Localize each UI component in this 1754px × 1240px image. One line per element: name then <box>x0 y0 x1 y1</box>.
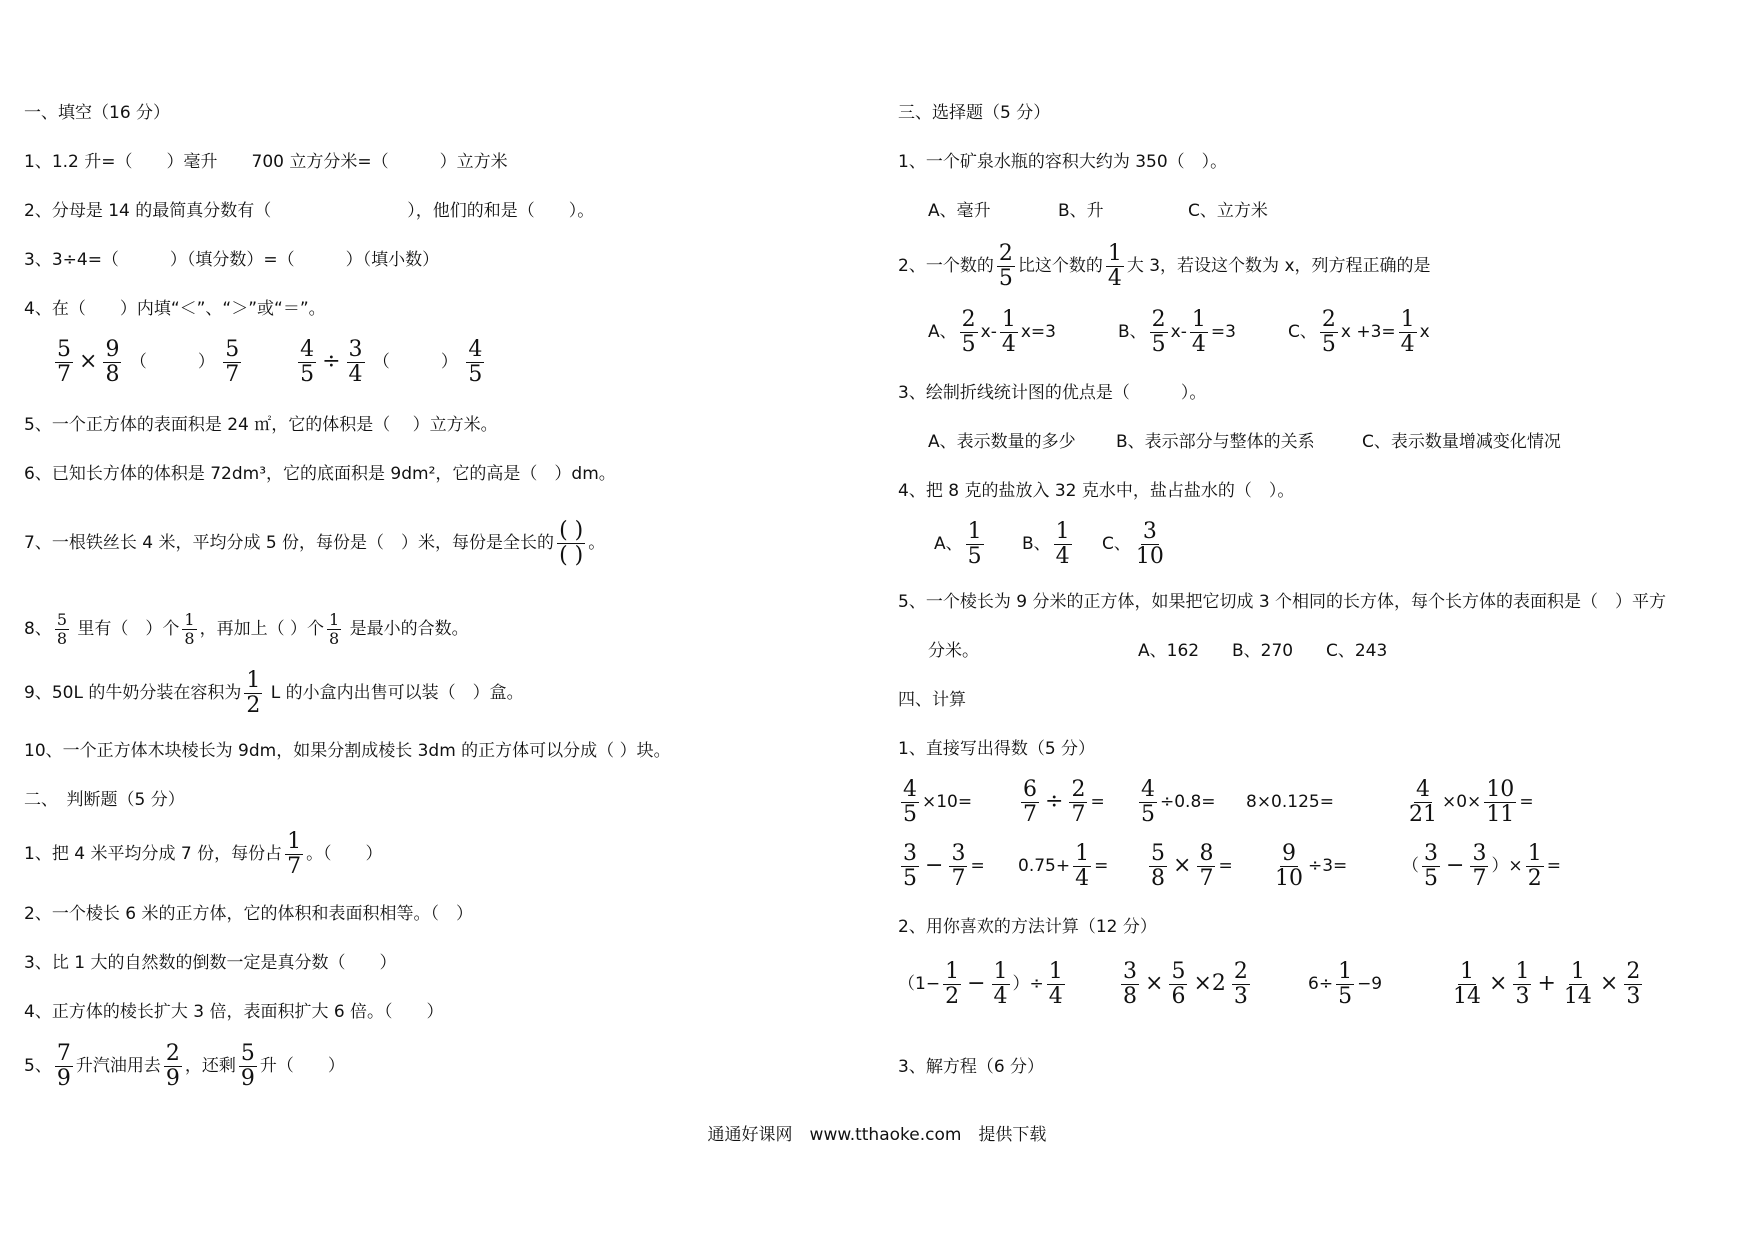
option-b: B、 $\frac{2}{5}$ x- $\frac{1}{4}$ =3 <box>1118 306 1236 357</box>
footer-source: 通通好课网 www.tthaoke.com 提供下载 <box>707 1125 1047 1145</box>
calc-1-row-1 <box>898 772 1534 832</box>
fraction: $\frac{1}{14}$ <box>1453 958 1481 1009</box>
section-1-title: 一、填空（16 分） <box>24 103 171 123</box>
choice-q1: 1、一个矿泉水瓶的容积大约为 350（ ）。 <box>898 152 1228 172</box>
fraction: $\frac{2}{5}$ <box>1151 306 1166 357</box>
fraction: $\frac{1}{4}$ <box>1400 306 1415 357</box>
fraction: $\frac{1}{2}$ <box>1527 840 1542 891</box>
option-c: C、243 <box>1326 641 1388 661</box>
fraction: $\frac{7}{9}$ <box>56 1040 71 1091</box>
fill-q9: 9、50L 的牛奶分装在容积为 $\frac{1}{2}$ L 的小盒内出售可以装（ ）盒。 <box>24 667 524 718</box>
fill-q4-comparisons: $\frac{5}{7}$ × $\frac{9}{8}$ （ ） $\frac{5}{7}$ $\frac{4}{5}$ ÷ $\frac{3}{4}$ （ ） $\frac{4}{5}$ <box>57 336 483 387</box>
option-c: C、 $\frac{2}{5}$ x +3= $\frac{1}{4}$ x <box>1288 306 1430 357</box>
fill-q8: 8、 $\frac{5}{8}$ 里有（ ）个 $\frac{1}{8}$ ，再加上（ ）个 $\frac{1}{8}$ 是最小的合数。 <box>24 609 469 648</box>
calc-item: $\frac{4}{21}$ ×0× $\frac{10}{11}$ = <box>1409 776 1534 827</box>
fraction: $\frac{2}{5}$ <box>1321 306 1336 357</box>
choice-q2: 2、一个数的 $\frac{2}{5}$ 比这个数的 $\frac{1}{4}$ 大 3，若设这个数为 x，列方程正确的是 <box>898 240 1431 291</box>
fill-q2: 2、分母是 14 的最简真分数有（ ），他们的和是（ ）。 <box>24 201 595 221</box>
choice-q3-options <box>928 431 1561 453</box>
option-b: B、表示部分与整体的关系 <box>1116 432 1315 452</box>
option-a: A、 $\frac{2}{5}$ x- $\frac{1}{4}$ x=3 <box>928 306 1056 357</box>
fraction: $\frac{5}{8}$ <box>1151 840 1165 891</box>
fraction: $\frac{4}{5}$ <box>903 776 917 827</box>
fraction: $\frac{4}{5}$ <box>468 336 483 387</box>
choice-q5: 5、一个棱长为 9 分米的正方体，如果把它切成 3 个相同的长方体，每个长方体的表面积是（ ）平方 <box>898 592 1667 612</box>
fraction: $\frac{1}{2}$ <box>945 958 960 1009</box>
choice-q2-options <box>928 306 1430 358</box>
judge-q4: 4、正方体的棱长扩大 3 倍，表面积扩大 6 倍。（ ） <box>24 1002 444 1022</box>
fraction: $\frac{1}{8}$ <box>329 609 340 648</box>
judge-q2: 2、一个棱长 6 米的正方体，它的体积和表面积相等。（ ） <box>24 904 473 924</box>
judge-q3: 3、比 1 大的自然数的倒数一定是真分数（ ） <box>24 953 397 973</box>
fraction: $\frac{5}{8}$ <box>56 609 68 648</box>
fraction: $\frac{2}{3}$ <box>1233 958 1248 1009</box>
fraction: $\frac{1}{3}$ <box>1515 958 1530 1009</box>
choice-q4-options <box>934 518 1169 570</box>
calc-item: $\frac{4}{5}$ ×10= <box>903 776 973 827</box>
fraction: $\frac{5}{7}$ <box>225 336 240 387</box>
fraction: $\frac{1}{4}$ <box>1001 306 1016 357</box>
fraction: $\frac{1}{5}$ <box>967 518 982 569</box>
fraction: $\frac{1}{4}$ <box>1191 306 1206 357</box>
fill-q7: 7、一根铁丝长 4 米，平均分成 5 份，每份是（ ）米，每份是全长的 $\frac{( )}{( )}$ 。 <box>24 517 606 568</box>
calc-expression: $\frac{3}{8}$ × $\frac{5}{6}$ ×2 $\frac{2}{3}$ <box>1123 958 1248 1009</box>
fraction: $\frac{10}{11}$ <box>1486 776 1515 827</box>
fraction: $\frac{3}{4}$ <box>348 336 363 387</box>
fill-q3: 3、3÷4=（ ）（填分数）=（ ）（填小数） <box>24 250 440 270</box>
option-b: B、 $\frac{1}{4}$ <box>1022 518 1070 569</box>
fraction: $\frac{3}{7}$ <box>1472 840 1487 891</box>
fraction: $\frac{5}{6}$ <box>1171 958 1186 1009</box>
calc-1-row-2 <box>898 836 1561 896</box>
calc-item: $\frac{6}{7}$ ÷ $\frac{2}{7}$ = <box>1023 776 1105 827</box>
fraction: $\frac{1}{4}$ <box>993 958 1008 1009</box>
fraction: $\frac{1}{4}$ <box>1055 518 1070 569</box>
fraction: $\frac{3}{8}$ <box>1123 958 1137 1009</box>
fraction: $\frac{2}{3}$ <box>1626 958 1641 1009</box>
calc-expression: （1− $\frac{1}{2}$ − $\frac{1}{4}$ ）÷ $\frac{1}{4}$ <box>898 958 1063 1009</box>
option-a: A、表示数量的多少 <box>928 432 1076 452</box>
fraction: $\frac{1}{8}$ <box>184 609 195 648</box>
option-b: B、270 <box>1232 641 1294 661</box>
fraction: $\frac{1}{2}$ <box>246 667 261 718</box>
fraction: $\frac{1}{4}$ <box>1107 240 1122 291</box>
calc-2-expressions <box>898 952 1645 1016</box>
fill-q4: 4、在（ ）内填“＜”、“＞”或“＝”。 <box>24 299 326 319</box>
calc-item: $\frac{9}{10}$ ÷3= <box>1275 840 1348 891</box>
option-a: A、毫升 <box>928 201 991 221</box>
calc-3-title: 3、解方程（6 分） <box>898 1057 1045 1077</box>
fraction: $\frac{3}{5}$ <box>903 840 917 891</box>
fraction: $\frac{4}{5}$ <box>300 336 315 387</box>
comparison-blank: （ ） <box>372 352 458 372</box>
fraction: $\frac{2}{5}$ <box>998 240 1013 291</box>
fraction: $\frac{6}{7}$ <box>1023 776 1037 827</box>
fraction: $\frac{1}{4}$ <box>1075 840 1090 891</box>
calc-item: $\frac{4}{5}$ ÷0.8= <box>1141 776 1216 827</box>
fraction: $\frac{1}{5}$ <box>1338 958 1353 1009</box>
section-3-title: 三、选择题（5 分） <box>898 103 1051 123</box>
fill-q6: 6、已知长方体的体积是 72dm³，它的底面积是 9dm²，它的高是（ ）dm。 <box>24 464 616 484</box>
blank-fraction: $\frac{( )}{( )}$ <box>559 517 584 568</box>
fraction: $\frac{8}{7}$ <box>1199 840 1214 891</box>
calc-item: 8×0.125= <box>1246 792 1334 812</box>
option-b: B、升 <box>1058 201 1104 221</box>
comparison-blank: （ ） <box>129 352 215 372</box>
fraction: $\frac{1}{7}$ <box>287 828 302 879</box>
option-c: C、表示数量增减变化情况 <box>1362 432 1561 452</box>
fill-q1: 1、1.2 升=（ ）毫升 700 立方分米=（ ）立方米 <box>24 152 508 172</box>
choice-q5-continuation: 分米。 A、162 B、270 C、243 <box>928 641 1388 661</box>
calc-expression: 6÷ $\frac{1}{5}$ −9 <box>1308 958 1383 1009</box>
fraction: $\frac{2}{5}$ <box>961 306 976 357</box>
judge-q5: 5、 $\frac{7}{9}$ 升汽油用去 $\frac{2}{9}$ ，还剩 $\frac{5}{9}$ 升（ ） <box>24 1040 345 1091</box>
judge-q1: 1、把 4 米平均分成 7 份，每份占 $\frac{1}{7}$ 。（ ） <box>24 828 383 879</box>
choice-q1-options <box>928 200 1268 222</box>
calc-item: （ $\frac{3}{5}$ − $\frac{3}{7}$ ）× $\frac{1}{2}$ = <box>1402 840 1561 891</box>
fraction: $\frac{5}{9}$ <box>240 1040 255 1091</box>
choice-q4: 4、把 8 克的盐放入 32 克水中，盐占盐水的（ ）。 <box>898 481 1295 501</box>
fraction: $\frac{3}{10}$ <box>1135 518 1164 569</box>
calc-item: $\frac{5}{8}$ × $\frac{8}{7}$ = <box>1151 840 1233 891</box>
fraction: $\frac{9}{10}$ <box>1275 840 1303 891</box>
fraction: $\frac{4}{5}$ <box>1141 776 1155 827</box>
fraction: $\frac{2}{9}$ <box>165 1040 180 1091</box>
fraction: $\frac{1}{14}$ <box>1563 958 1592 1009</box>
fraction: $\frac{9}{8}$ <box>105 336 120 387</box>
option-c: C、立方米 <box>1188 201 1268 221</box>
option-a: A、162 <box>1138 641 1200 661</box>
section-4-title: 四、计算 <box>898 690 966 710</box>
fraction: $\frac{5}{7}$ <box>57 336 71 387</box>
fraction: $\frac{3}{7}$ <box>951 840 966 891</box>
section-2-title: 二、 判断题（5 分） <box>24 790 185 810</box>
calc-2-title: 2、用你喜欢的方法计算（12 分） <box>898 917 1157 937</box>
fill-q5: 5、一个正方体的表面积是 24 ㎡，它的体积是（ ）立方米。 <box>24 415 498 435</box>
calc-expression: $\frac{1}{14}$ × $\frac{1}{3}$ + $\frac{1}{14}$ × $\frac{2}{3}$ <box>1453 958 1641 1009</box>
calc-1-title: 1、直接写出得数（5 分） <box>898 739 1096 759</box>
fraction: $\frac{1}{4}$ <box>1048 958 1063 1009</box>
fraction: $\frac{2}{7}$ <box>1071 776 1086 827</box>
calc-item: 0.75+ $\frac{1}{4}$ = <box>1018 840 1109 891</box>
fraction: $\frac{3}{5}$ <box>1424 840 1438 891</box>
choice-q3: 3、绘制折线统计图的优点是（ ）。 <box>898 383 1207 403</box>
option-c: C、 $\frac{3}{10}$ <box>1102 518 1164 569</box>
option-a: A、 $\frac{1}{5}$ <box>934 518 982 569</box>
fill-q10: 10、一个正方体木块棱长为 9dm，如果分割成棱长 3dm 的正方体可以分成（ ）块。 <box>24 741 671 761</box>
fraction: $\frac{4}{21}$ <box>1409 776 1437 827</box>
calc-item: $\frac{3}{5}$ − $\frac{3}{7}$ = <box>903 840 985 891</box>
